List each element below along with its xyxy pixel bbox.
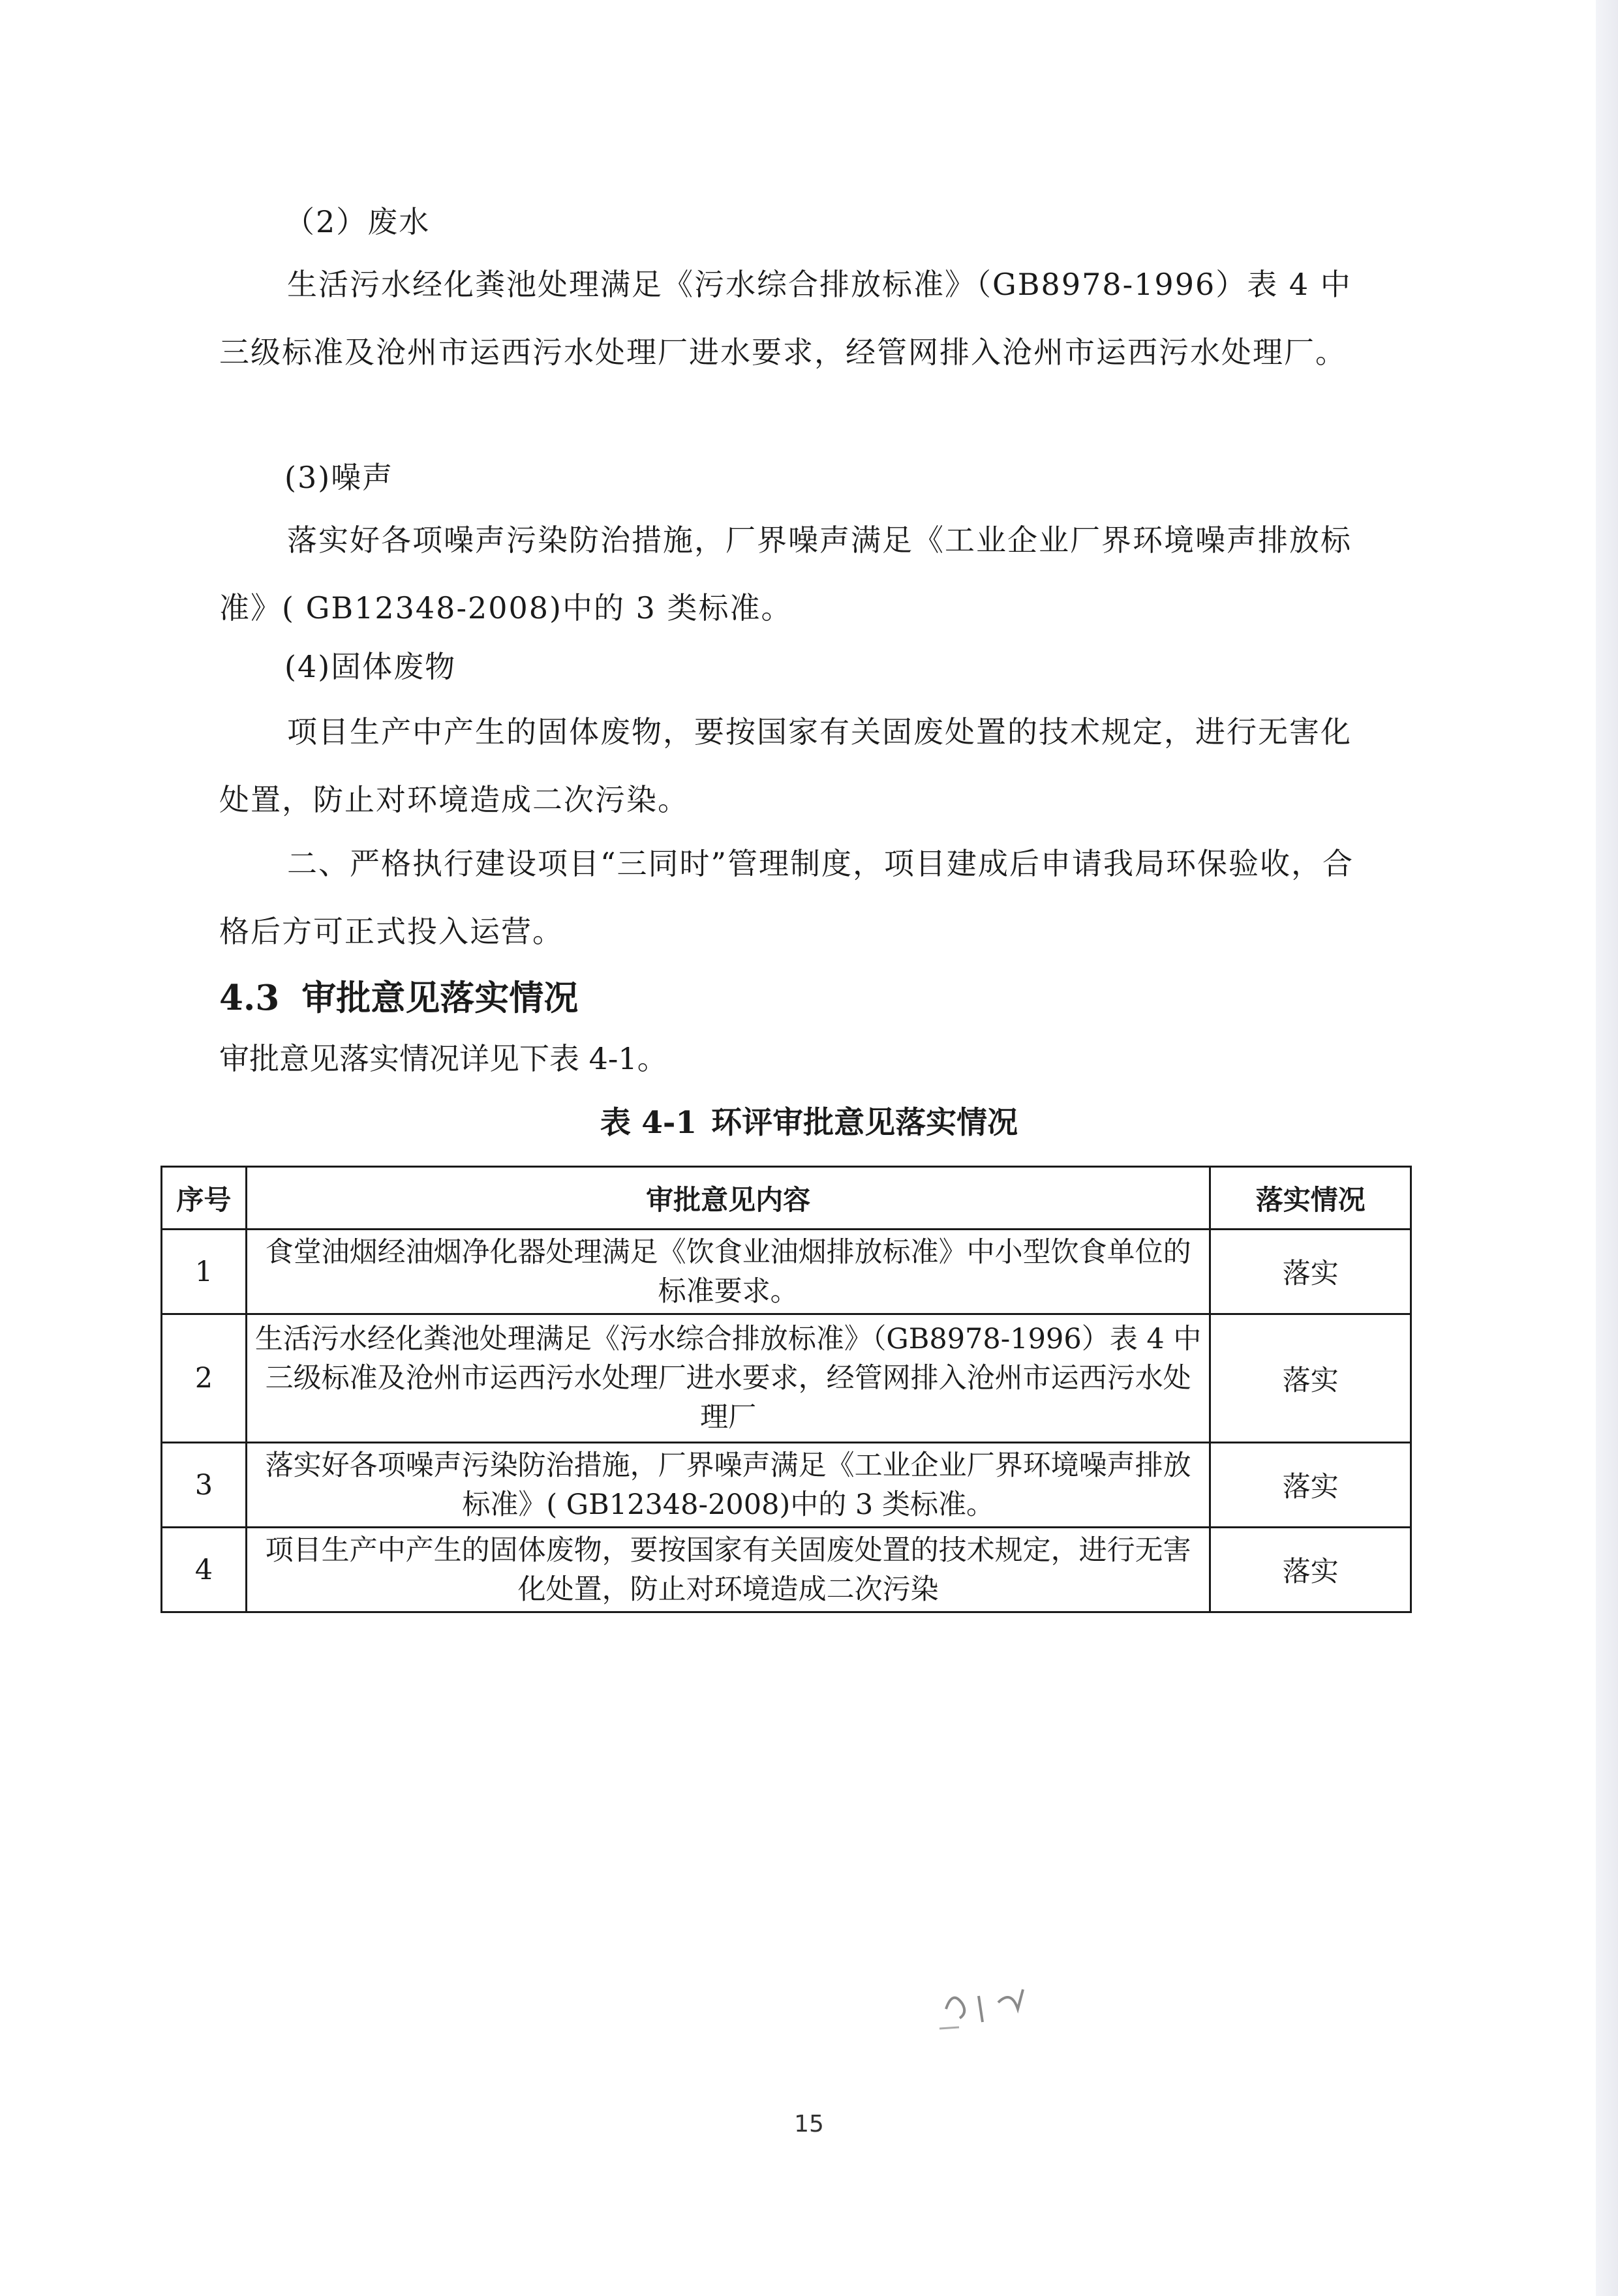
row-num: 4	[162, 1528, 247, 1612]
table-header-row	[162, 1167, 1411, 1230]
section-number: 4.3	[219, 978, 280, 1018]
header-content: 审批意见内容	[246, 1167, 1210, 1230]
table-row	[162, 1230, 1411, 1314]
row-content: 食堂油烟经油烟净化器处理满足《饮食业油烟排放标准》中小型饮食单位的标准要求。	[246, 1230, 1210, 1314]
page-number: 15	[794, 2111, 824, 2137]
section-heading	[219, 965, 578, 1031]
three-simultaneous-paragraph: 二、严格执行建设项目“三同时”管理制度，项目建成后申请我局环保验收，合格后方可正式投入运营。	[219, 846, 1354, 949]
solid-waste-heading: (4)固体废物	[284, 649, 457, 684]
approval-table	[160, 1166, 1412, 1613]
table-caption-title: 环评审批意见落实情况	[711, 1105, 1018, 1141]
wastewater-paragraph: 生活污水经化粪池处理满足《污水综合排放标准》（GB8978-1996）表 4 中三级标准及沧州市运西污水处理厂进水要求，经管网排入沧州市运西污水处理厂。	[219, 267, 1352, 370]
section-intro: 审批意见落实情况详见下表 4-1。	[219, 1041, 667, 1076]
row-content: 生活污水经化粪池处理满足《污水综合排放标准》（GB8978-1996）表 4 中三级标准及沧州市运西污水处理厂进水要求，经管网排入沧州市运西污水处理厂	[246, 1314, 1210, 1443]
table-row	[162, 1443, 1411, 1528]
solid-waste-paragraph: 项目生产中产生的固体废物，要按国家有关固废处置的技术规定，进行无害化处置，防止对环境造成二次污染。	[219, 714, 1352, 817]
row-status: 落实	[1210, 1230, 1411, 1314]
row-num: 1	[162, 1230, 247, 1314]
row-content: 落实好各项噪声污染防治措施，厂界噪声满足《工业企业厂界环境噪声排放标准》( GB12348-2008)中的 3 类标准。	[246, 1443, 1210, 1528]
row-status: 落实	[1210, 1528, 1411, 1612]
header-status: 落实情况	[1210, 1167, 1411, 1230]
row-status: 落实	[1210, 1314, 1411, 1443]
table-row	[162, 1314, 1411, 1443]
table-caption	[0, 1097, 1618, 1149]
row-num: 3	[162, 1443, 247, 1528]
section-title: 审批意见落实情况	[301, 978, 579, 1018]
noise-paragraph: 落实好各项噪声污染防治措施，厂界噪声满足《工业企业厂界环境噪声排放标准》( GB12348-2008)中的 3 类标准。	[219, 522, 1352, 626]
row-num: 2	[162, 1314, 247, 1443]
signature-mark-icon	[933, 1950, 1090, 2042]
header-num: 序号	[162, 1167, 247, 1230]
row-status: 落实	[1210, 1443, 1411, 1528]
table-caption-number: 表 4-1	[600, 1105, 697, 1141]
table-row	[162, 1528, 1411, 1612]
row-content: 项目生产中产生的固体废物，要按国家有关固废处置的技术规定，进行无害化处置，防止对环境造成二次污染	[246, 1528, 1210, 1612]
wastewater-heading: （2）废水	[284, 204, 431, 239]
noise-heading: (3)噪声	[284, 460, 394, 495]
